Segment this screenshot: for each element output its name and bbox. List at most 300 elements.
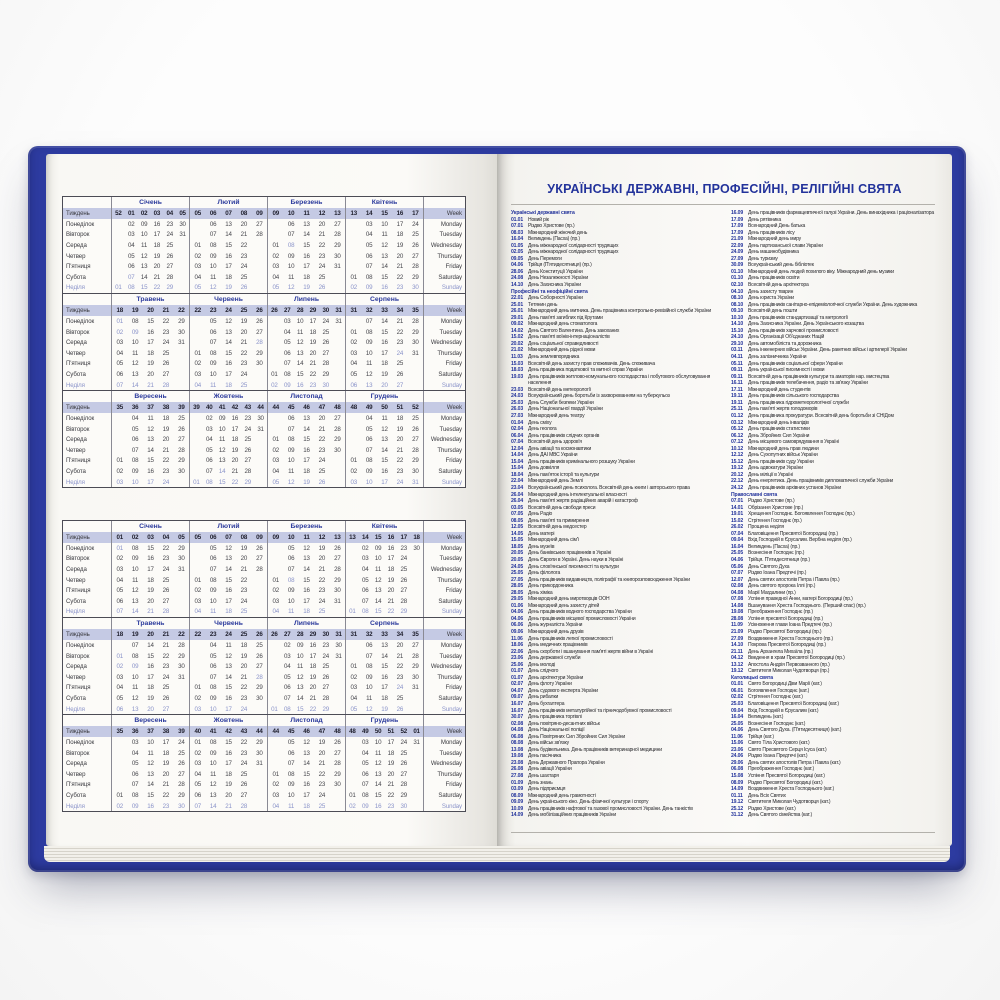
day-cell: 24 xyxy=(396,478,404,486)
day-cell: 25 xyxy=(178,415,185,423)
holiday-text: Святителя Миколая Чудотворця (кат.) xyxy=(748,799,831,806)
day-cell: 06 xyxy=(365,641,373,649)
holiday-date: 11.09 xyxy=(731,622,743,629)
day-label: П'ятниця xyxy=(66,263,91,271)
day-cell: 09 xyxy=(209,694,217,702)
day-cell: 02 xyxy=(350,339,357,347)
holiday-text: День знань xyxy=(528,779,553,786)
day-cell: 06 xyxy=(209,220,217,228)
day-cell: 05 xyxy=(131,425,139,433)
day-cell: 08 xyxy=(209,576,217,584)
day-cell: 17 xyxy=(381,478,388,486)
day-label-en: Saturday xyxy=(423,596,465,607)
month-days xyxy=(345,283,423,294)
week-number: 44 xyxy=(272,728,279,736)
day-cell: 31 xyxy=(334,597,341,605)
day-cell: 06 xyxy=(365,436,373,444)
day-cell: 17 xyxy=(162,739,170,747)
holiday-date: 17.09 xyxy=(731,216,743,223)
day-cell: 17 xyxy=(225,263,232,271)
day-cell: 12 xyxy=(225,544,232,552)
holiday-section-header: Професійні та неофіційні свята xyxy=(511,288,588,295)
week-numbers xyxy=(111,726,189,737)
week-number: 35 xyxy=(116,728,123,736)
week-number: 09 xyxy=(256,534,263,541)
week-number: 52 xyxy=(412,404,419,412)
holiday-text: День юриста України xyxy=(748,295,794,302)
week-number: 02 xyxy=(140,210,148,217)
day-cell: 19 xyxy=(240,652,248,660)
holiday-text: Апостола Андрія Первозванного (пр.) xyxy=(748,661,830,668)
day-cell: 20 xyxy=(387,770,395,778)
holiday-text: Всеукраїнський день бібліотек xyxy=(748,262,814,269)
corner-cell xyxy=(63,521,111,532)
week-number: 26 xyxy=(271,307,278,315)
day-cell: 26 xyxy=(256,652,263,660)
holiday-date: 20.05 xyxy=(511,556,523,563)
day-cell: 19 xyxy=(381,705,388,713)
holiday-text: Всесвітній день метеорології xyxy=(528,386,591,393)
holiday-text: День рятівника xyxy=(748,216,781,223)
holiday-date: 25.06 xyxy=(511,661,523,668)
day-row xyxy=(63,261,465,272)
day-label-en: Sunday xyxy=(423,704,465,715)
day-row xyxy=(63,477,465,488)
month-days xyxy=(189,748,267,759)
day-cell: 28 xyxy=(166,273,173,281)
holiday-text: День працівників стандартизації та метрології xyxy=(748,314,848,321)
holiday-text: День працівників місцевої промисловості України xyxy=(528,615,636,622)
day-cell: 26 xyxy=(240,781,248,789)
day-cell: 03 xyxy=(272,597,279,605)
day-cell: 07 xyxy=(284,360,291,368)
holiday-text: Вознесіння Господнє (кат.) xyxy=(748,720,806,727)
month-days xyxy=(111,683,189,694)
month-days xyxy=(111,554,189,565)
day-label: Неділя xyxy=(66,381,85,389)
calendar-year-1 xyxy=(62,196,466,488)
day-cell: 11 xyxy=(288,802,295,810)
holiday-date: 04.07 xyxy=(511,687,523,694)
day-cell: 13 xyxy=(296,684,304,692)
day-cell: 22 xyxy=(318,576,326,584)
week-number: 18 xyxy=(413,534,420,541)
holiday-date: 16.04 xyxy=(731,543,743,550)
day-cell: 09 xyxy=(365,468,373,476)
week-number-row xyxy=(63,629,465,640)
holiday-text: День Європи в Україні. День науки в Україні xyxy=(528,556,624,563)
day-cell: 14 xyxy=(374,597,382,605)
holiday-date: 16.07 xyxy=(511,701,523,708)
holiday-text: День пам'яток історії та культури xyxy=(528,471,599,478)
month-days xyxy=(189,219,267,230)
holiday-text: Різдво Іоана Предтечі (кат.) xyxy=(748,753,808,760)
month-days xyxy=(345,759,423,770)
day-cell: 29 xyxy=(412,457,419,465)
day-cell: 04 xyxy=(350,360,357,368)
holiday-date: 15.04 xyxy=(511,465,523,472)
day-cell: 20 xyxy=(387,587,395,595)
week-number: 35 xyxy=(412,307,419,315)
holiday-text: День Сухопутних військ України xyxy=(748,452,818,459)
day-cell: 28 xyxy=(334,231,341,239)
day-label: П'ятниця xyxy=(66,360,91,368)
day-cell: 14 xyxy=(381,317,388,325)
week-label: Тиждень xyxy=(66,728,90,736)
day-cell: 07 xyxy=(209,673,217,681)
day-cell: 24 xyxy=(240,760,248,768)
holiday-text: День партизанської слави України xyxy=(748,242,823,249)
day-cell: 15 xyxy=(225,241,232,249)
holiday-text: День працівників житлово-комунального господарства і побутового обслуговування населення xyxy=(528,373,711,387)
month-days xyxy=(267,283,345,294)
week-number: 12 xyxy=(318,534,326,541)
month-days xyxy=(189,790,267,801)
day-cell: 05 xyxy=(116,587,123,595)
day-cell: 23 xyxy=(322,641,329,649)
month-days xyxy=(267,737,345,748)
holiday-text: День судового експерта України xyxy=(528,687,598,694)
holiday-text: Міжнародний жіночий день xyxy=(528,229,588,236)
day-cell: 21 xyxy=(225,802,232,810)
day-cell: 15 xyxy=(381,663,388,671)
day-cell: 28 xyxy=(334,760,341,768)
day-cell: 30 xyxy=(322,381,329,389)
day-cell: 07 xyxy=(194,802,201,810)
holiday-text: Святителя Миколая Чудотворця (пр.) xyxy=(748,668,830,675)
week-label: Тиждень xyxy=(66,534,90,541)
day-label: Середа xyxy=(66,760,87,768)
holiday-text: Всесвітній день медсестер xyxy=(528,524,587,531)
holiday-date: 24.12 xyxy=(731,484,743,491)
day-cell: 07 xyxy=(365,317,373,325)
day-cell: 16 xyxy=(225,252,232,260)
day-cell: 09 xyxy=(287,781,295,789)
day-cell: 28 xyxy=(256,339,263,347)
day-cell: 29 xyxy=(256,349,263,357)
day-cell: 07 xyxy=(365,446,373,454)
day-cell: 13 xyxy=(147,436,154,444)
week-number: 34 xyxy=(396,307,404,315)
day-cell: 04 xyxy=(272,608,279,616)
holiday-date: 14.05 xyxy=(511,530,523,537)
holiday-date: 09.05 xyxy=(511,255,523,262)
week-number: 04 xyxy=(166,210,173,217)
day-cell: 29 xyxy=(412,663,419,671)
day-cell: 12 xyxy=(303,739,310,747)
day-cell: 01 xyxy=(272,576,279,584)
month-days xyxy=(189,661,267,672)
day-cell: 11 xyxy=(210,770,217,778)
month-days xyxy=(189,359,267,370)
day-cell: 13 xyxy=(131,597,139,605)
holiday-text: День молоді xyxy=(528,661,556,668)
week-number: 23 xyxy=(209,631,217,639)
day-row xyxy=(63,607,465,618)
week-label-en: Week xyxy=(423,726,465,737)
week-number: 51 xyxy=(396,404,404,412)
day-cell: 12 xyxy=(209,781,217,789)
holiday-date: 14.02 xyxy=(511,327,523,334)
day-cell: 04 xyxy=(131,415,139,423)
holiday-text: День залізничника України xyxy=(748,354,807,361)
month-days xyxy=(267,316,345,327)
day-label-en: Wednesday xyxy=(423,564,465,575)
holiday-date: 09.04 xyxy=(731,537,743,544)
holiday-date: 01.12 xyxy=(731,412,743,419)
holiday-date: 25.05 xyxy=(511,570,523,577)
day-cell: 25 xyxy=(162,576,170,584)
day-cell: 27 xyxy=(256,663,263,671)
week-number: 48 xyxy=(334,728,341,736)
month-days xyxy=(111,445,189,456)
day-cell: 08 xyxy=(365,663,373,671)
week-number: 21 xyxy=(162,631,170,639)
month-days xyxy=(111,348,189,359)
day-cell: 29 xyxy=(322,705,329,713)
day-cell: 16 xyxy=(387,544,395,552)
month-days xyxy=(267,585,345,596)
day-cell: 07 xyxy=(128,273,135,281)
week-number: 13 xyxy=(349,534,356,541)
holiday-text: Міжнародний день рідної мови xyxy=(528,347,596,354)
holiday-text: Трійця (П'ятидесятниця) (пр.) xyxy=(528,262,592,269)
day-cell: 26 xyxy=(334,544,341,552)
holiday-text: Вхід Господній в Єрусалим. Вербна неділя (пр.) xyxy=(748,537,852,544)
day-cell: 08 xyxy=(284,370,291,378)
holiday-text: Трійця (кат.) xyxy=(748,733,774,740)
day-cell: 31 xyxy=(413,739,420,747)
day-cell: 14 xyxy=(296,694,304,702)
holiday-date: 04.10 xyxy=(731,288,743,295)
day-cell: 11 xyxy=(297,663,304,671)
holiday-date: 22.12 xyxy=(731,478,743,485)
week-numbers xyxy=(189,726,267,737)
week-number: 31 xyxy=(335,307,342,315)
holiday-text: Міжнародний день стоматолога xyxy=(528,321,598,328)
month-days xyxy=(189,693,267,704)
day-label-en: Sunday xyxy=(423,380,465,391)
holiday-text: Різдво Іоана Предтечі (пр.) xyxy=(748,570,807,577)
holidays-column-left xyxy=(511,210,725,819)
holiday-date: 07.12 xyxy=(731,439,743,446)
day-cell: 28 xyxy=(322,694,329,702)
week-number: 29 xyxy=(309,307,317,315)
week-number: 37 xyxy=(147,728,154,736)
day-cell: 31 xyxy=(412,478,419,486)
day-cell: 16 xyxy=(303,587,310,595)
day-cell: 27 xyxy=(400,770,407,778)
day-cell: 07 xyxy=(287,760,295,768)
holiday-date: 09.10 xyxy=(731,308,743,315)
day-cell: 25 xyxy=(240,608,248,616)
holiday-date: 23.04 xyxy=(511,484,523,491)
week-number: 31 xyxy=(350,631,357,639)
week-number: 46 xyxy=(303,728,310,736)
day-label-en: Wednesday xyxy=(423,240,465,251)
day-cell: 07 xyxy=(131,781,139,789)
holiday-date: 25.12 xyxy=(731,805,743,812)
day-label: Субота xyxy=(66,273,86,281)
month-days xyxy=(267,272,345,283)
day-cell: 07 xyxy=(209,339,217,347)
day-cell: 14 xyxy=(225,231,232,239)
day-cell: 14 xyxy=(147,641,154,649)
day-cell: 12 xyxy=(365,705,373,713)
day-label-en: Sunday xyxy=(423,607,465,618)
day-cell: 06 xyxy=(350,381,357,389)
day-label-en: Wednesday xyxy=(423,435,465,446)
week-label: Тиждень xyxy=(66,404,90,412)
day-label: Середа xyxy=(66,663,87,671)
holiday-text: Всенародний День батька xyxy=(748,223,806,230)
day-cell: 30 xyxy=(178,328,185,336)
day-cell: 23 xyxy=(240,360,248,368)
day-cell: 14 xyxy=(303,425,310,433)
holiday-date: 22.04 xyxy=(511,478,523,485)
holiday-date: 20.12 xyxy=(731,471,743,478)
day-cell: 14 xyxy=(140,273,148,281)
day-cell: 23 xyxy=(396,673,404,681)
day-cell: 04 xyxy=(116,684,123,692)
holiday-date: 25.05 xyxy=(731,720,743,727)
day-cell: 31 xyxy=(179,231,186,239)
holiday-text: Різдво Христове (кат.) xyxy=(748,805,796,812)
page-stack-edge xyxy=(44,846,950,862)
holiday-text: День працівників легкої промисловості xyxy=(528,635,613,642)
month-days xyxy=(111,456,189,467)
day-cell: 20 xyxy=(162,770,170,778)
holiday-text: День працівників металургійної та гірничодобувної промисловості xyxy=(528,707,672,714)
day-cell: 26 xyxy=(400,760,407,768)
month-days xyxy=(111,251,189,262)
holiday-text: День міжнародної солідарності трудящих xyxy=(528,242,619,249)
day-cell: 29 xyxy=(256,739,263,747)
day-cell: 02 xyxy=(350,284,357,292)
month-days xyxy=(345,790,423,801)
day-cell: 03 xyxy=(272,792,279,800)
day-cell: 29 xyxy=(400,792,407,800)
month-name: Січень xyxy=(111,521,189,532)
calendar-block xyxy=(63,390,465,487)
day-cell: 01 xyxy=(271,705,278,713)
day-cell: 16 xyxy=(381,284,388,292)
holiday-date: 15.06 xyxy=(731,740,743,747)
holiday-date: 06.08 xyxy=(731,766,743,773)
holiday-date: 15.04 xyxy=(511,458,523,465)
holiday-text: Новий рік xyxy=(528,216,549,223)
day-row xyxy=(63,369,465,380)
day-cell: 05 xyxy=(362,576,369,584)
holiday-text: День прикордонника xyxy=(528,583,574,590)
holiday-date: 02.08 xyxy=(511,720,523,727)
day-cell: 01 xyxy=(349,792,356,800)
holiday-date: 07.01 xyxy=(511,223,523,230)
holiday-text: День працівників видавництв, поліграфії та книгорозповсюдження України xyxy=(528,576,690,583)
day-cell: 12 xyxy=(374,576,382,584)
day-cell: 12 xyxy=(140,252,148,260)
month-days xyxy=(189,477,267,488)
holiday-date: 29.06 xyxy=(731,759,743,766)
holiday-date: 26.04 xyxy=(511,498,523,505)
day-cell: 18 xyxy=(381,360,388,368)
day-cell: 02 xyxy=(350,673,357,681)
day-cell: 21 xyxy=(231,468,239,476)
day-cell: 03 xyxy=(116,565,123,573)
day-cell: 15 xyxy=(225,576,232,584)
holiday-date: 26.03 xyxy=(511,406,523,413)
day-label: Неділя xyxy=(66,478,85,486)
calendar-block xyxy=(63,617,465,714)
month-days xyxy=(267,607,345,618)
week-number: 52 xyxy=(115,210,122,217)
day-cell: 24 xyxy=(240,370,248,378)
day-cell: 18 xyxy=(303,802,310,810)
holiday-text: День Організації Об'єднаних Націй xyxy=(748,334,825,341)
day-cell: 12 xyxy=(147,425,154,433)
day-cell: 25 xyxy=(240,273,248,281)
holiday-text: День працівників водного господарства України xyxy=(528,609,632,616)
day-cell: 16 xyxy=(147,468,154,476)
month-name-row xyxy=(63,391,465,402)
day-cell: 26 xyxy=(256,544,263,552)
day-cell: 02 xyxy=(194,360,201,368)
day-cell: 14 xyxy=(209,802,217,810)
day-label-en: Monday xyxy=(423,640,465,651)
day-cell: 10 xyxy=(140,231,148,239)
day-cell: 12 xyxy=(131,360,139,368)
holiday-text: Міжнародний день Землі xyxy=(528,478,583,485)
day-cell: 18 xyxy=(309,328,317,336)
day-row xyxy=(63,445,465,456)
holiday-date: 27.09 xyxy=(731,255,743,262)
day-cell: 26 xyxy=(178,760,185,768)
month-days xyxy=(345,585,423,596)
month-days xyxy=(189,607,267,618)
day-row xyxy=(63,380,465,391)
day-cell: 11 xyxy=(141,241,148,249)
day-label: Понеділок xyxy=(66,220,95,228)
day-cell: 17 xyxy=(303,457,310,465)
month-days xyxy=(111,661,189,672)
day-cell: 03 xyxy=(194,597,201,605)
diary-cover xyxy=(28,146,966,872)
holiday-text: День працівників харчової промисловості xyxy=(748,327,839,334)
day-cell: 06 xyxy=(209,663,217,671)
month-days xyxy=(111,477,189,488)
month-days xyxy=(189,272,267,283)
day-cell: 11 xyxy=(288,273,295,281)
day-cell: 31 xyxy=(335,317,342,325)
week-number: 47 xyxy=(318,728,326,736)
holiday-text: День Служби безпеки України xyxy=(528,399,594,406)
day-cell: 03 xyxy=(272,263,279,271)
day-cell: 15 xyxy=(296,705,304,713)
day-cell: 11 xyxy=(147,749,154,757)
day-cell: 09 xyxy=(131,555,139,563)
holiday-text: День працівника прокуратури. Всесвітній день боротьби зі СНІДом xyxy=(748,412,894,419)
day-cell: 14 xyxy=(381,263,388,271)
day-cell: 23 xyxy=(396,284,404,292)
day-cell: 06 xyxy=(206,457,213,465)
day-cell: 12 xyxy=(303,544,310,552)
day-cell: 13 xyxy=(365,381,373,389)
day-cell: 12 xyxy=(209,284,217,292)
day-cell: 27 xyxy=(322,684,329,692)
holiday-text: День довкілля xyxy=(528,465,560,472)
day-cell: 13 xyxy=(225,328,232,336)
day-cell: 15 xyxy=(147,457,154,465)
